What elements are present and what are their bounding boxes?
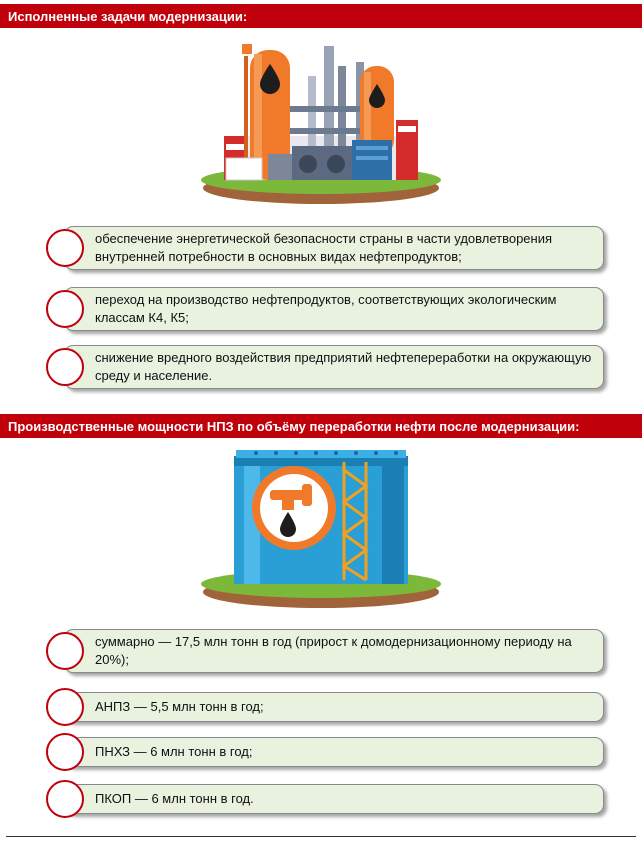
list-item [46, 287, 604, 331]
section-header-production-capacity [0, 414, 642, 438]
bullet-circle-icon [46, 733, 84, 771]
list-item [46, 733, 604, 771]
list-item [46, 629, 604, 673]
list-item-text: суммарно — 17,5 млн тонн в год (прирост к домодернизационному периоду на 20%); [64, 629, 604, 673]
section-title: Производственные мощности НПЗ по объёму переработки нефти после модернизации: [8, 418, 580, 434]
list-item [46, 780, 604, 818]
list-item-text: обеспечение энергетической безопасности страны в части удовлетворения внутренней потребности в основных видах нефтепродуктов; [64, 226, 604, 270]
list-item-text: ПНХЗ — 6 млн тонн в год; [64, 737, 604, 767]
list-item-text: АНПЗ — 5,5 млн тонн в год; [64, 692, 604, 722]
section-header-modernization-tasks [0, 4, 642, 28]
bullet-circle-icon [46, 688, 84, 726]
list-item [46, 226, 604, 270]
list-item-text: ПКОП — 6 млн тонн в год. [64, 784, 604, 814]
list-item [46, 345, 604, 389]
bullet-circle-icon [46, 780, 84, 818]
list-item [46, 688, 604, 726]
oil-refinery-icon [196, 36, 446, 216]
section-title: Исполненные задачи модернизации: [8, 8, 248, 24]
bullet-circle-icon [46, 348, 84, 386]
bullet-circle-icon [46, 632, 84, 670]
list-item-text: переход на производство нефтепродуктов, соответствующих экологическим классам К4, К5; [64, 287, 604, 331]
bullet-circle-icon [46, 229, 84, 267]
list-item-text: снижение вредного воздействия предприятий нефтепереработки на окружающую среду и население. [64, 345, 604, 389]
bottom-divider [6, 836, 636, 837]
oil-tank-icon [196, 442, 446, 622]
bullet-circle-icon [46, 290, 84, 328]
